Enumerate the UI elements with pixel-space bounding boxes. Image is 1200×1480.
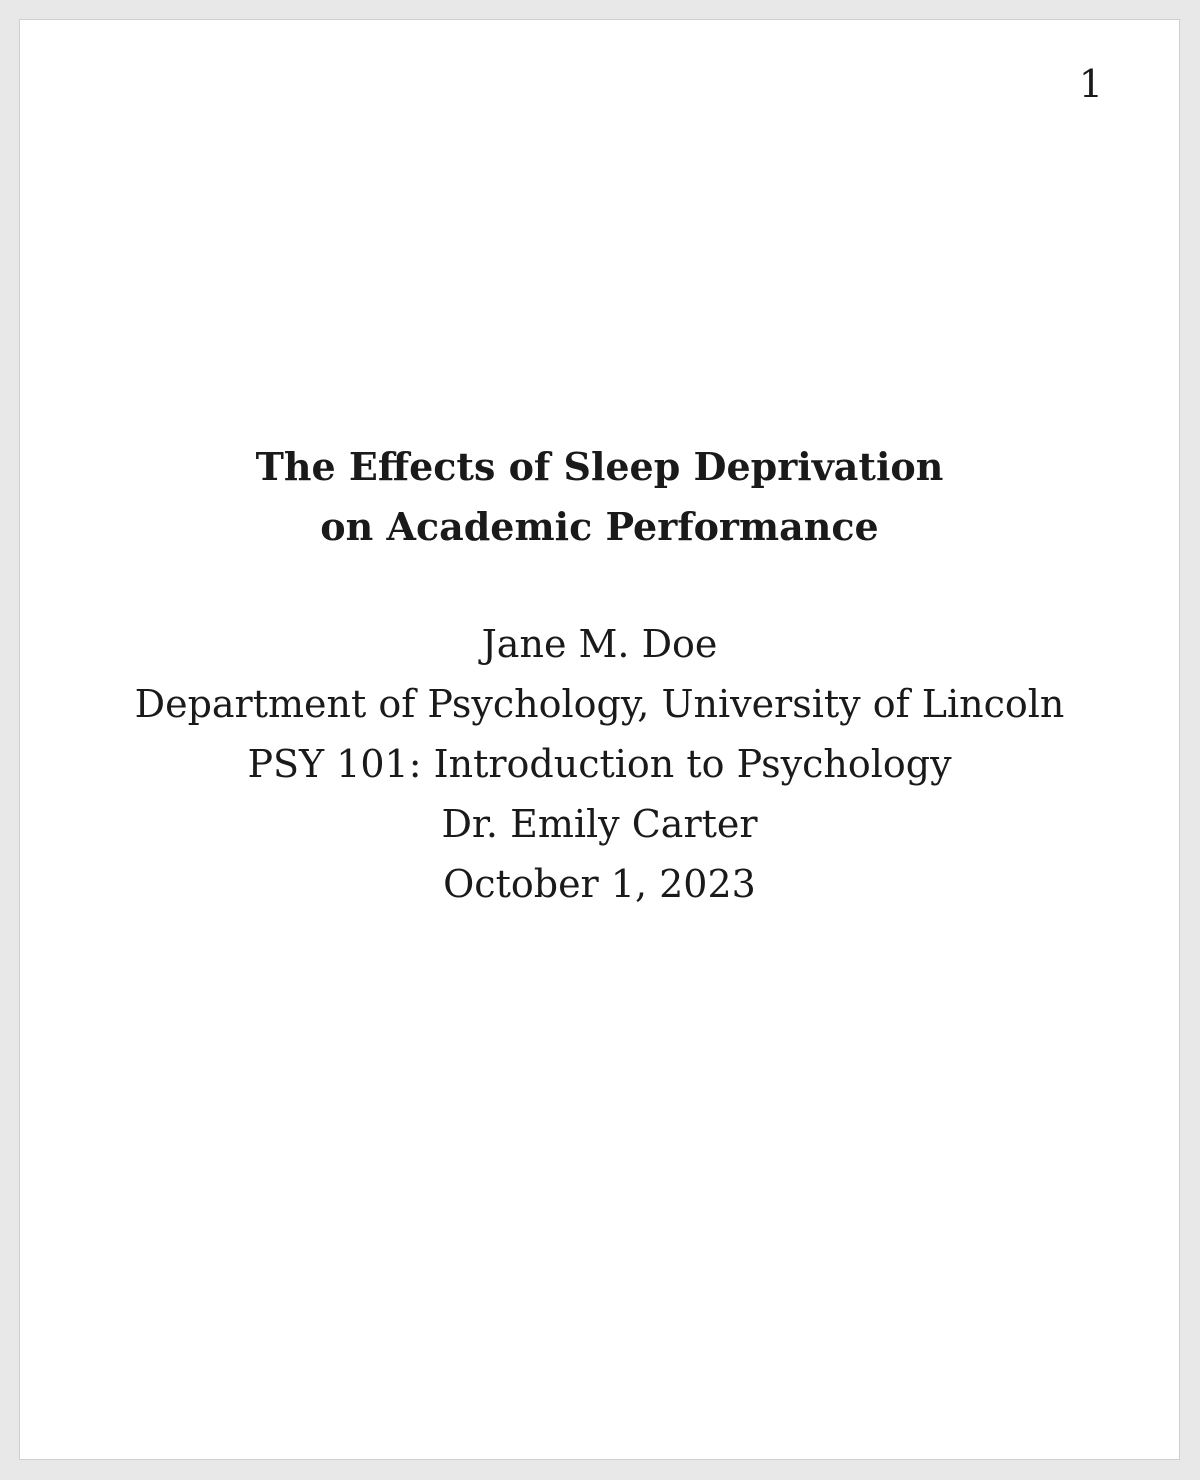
author-name: Jane M. Doe	[481, 622, 718, 666]
title-page-byline	[20, 614, 1179, 914]
due-date: October 1, 2023	[443, 862, 756, 906]
title-line-2: on Academic Performance	[320, 504, 879, 549]
page-number: 1	[1078, 62, 1103, 106]
document-page	[19, 19, 1180, 1460]
title-line-1: The Effects of Sleep Deprivation	[255, 444, 944, 489]
instructor-name: Dr. Emily Carter	[441, 802, 758, 846]
affiliation: Department of Psychology, University of Lincoln	[134, 682, 1065, 726]
paper-title	[20, 437, 1179, 557]
course-name: PSY 101: Introduction to Psychology	[247, 742, 952, 786]
